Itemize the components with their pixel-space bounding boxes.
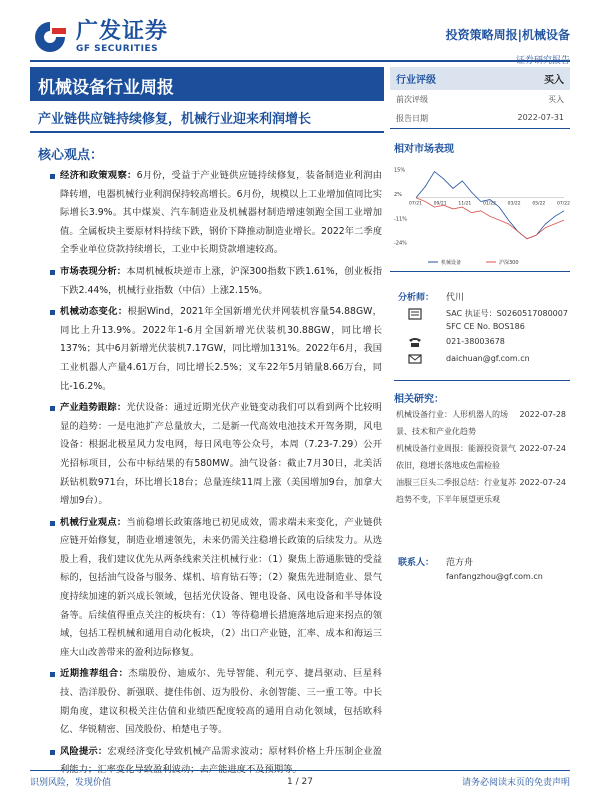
- x-tick-label: 09/21: [433, 201, 447, 207]
- bullet-icon: [50, 672, 55, 677]
- related-research-title: 相关研究：: [394, 394, 444, 405]
- paragraph-heading: 市场表现分析：: [60, 265, 127, 277]
- analyst-divider: [394, 380, 570, 381]
- report-date-value: 2022-07-31: [517, 113, 564, 122]
- x-tick-label: 07/22: [557, 201, 570, 207]
- gf-logo-icon: [30, 20, 70, 54]
- y-tick-label: -24%: [394, 240, 407, 247]
- rating-value: 买入: [544, 75, 564, 86]
- paragraph-text: 根据Wind，2021年全国新增光伏并网装机容量54.88GW，同比上升13.9%。2022年1-6月全国新增光伏装机30.88GW，同比增长137%；其中6月新增光伏装机7.17GW，同比增加131%。2022年6月，我国工业机器人产量4.61万台，同比增长2.5%；叉车22年5月销量8.66万台，同比-16.2%。: [60, 306, 382, 392]
- analyst-label: 分析师：: [398, 293, 435, 303]
- relative-performance-chart: [394, 160, 570, 270]
- logo-english-name: GF SECURITIES: [76, 44, 159, 54]
- email-icon: [408, 353, 422, 365]
- paragraph-heading: 经济和政策观察：: [60, 170, 137, 181]
- report-title: 机械设备行业周报: [30, 67, 384, 101]
- related-research-item[interactable]: [396, 440, 570, 474]
- paragraph-heading: 产业趋势跟踪：: [60, 402, 127, 414]
- related-research-date: 2022-07-24: [519, 444, 566, 453]
- analyst-phone[interactable]: 021-38003678: [446, 337, 505, 346]
- company-logo: [30, 20, 168, 54]
- report-type: 投资策略周报|机械设备: [445, 28, 570, 42]
- x-tick-label: 07/21: [409, 201, 422, 207]
- core-views-body: [60, 167, 382, 783]
- core-paragraph: [60, 167, 382, 260]
- core-paragraph: [60, 514, 382, 663]
- paragraph-heading: 机械行业观点：: [60, 516, 127, 528]
- paragraph-text: 光伏设备：通过近期光伏产业链变动我们可以看到两个比较明显的趋势：一是电池扩产总量放大，二是新一代高效电池技术开驾务期，风电设备：根据北极星风力发电网，每日风电等公众号，本周（7.23-7.29）公开光招标项目，公布中标结果的有580MW。油气设备：截止7月30日，北美活跃钻机数971台，环比增长18台；总量连续11周上涨（美国增加9台，加拿大增加9台）。: [60, 402, 382, 507]
- x-tick-label: 05/22: [532, 201, 546, 207]
- paragraph-heading: 风险提示：: [60, 745, 108, 757]
- related-research-item[interactable]: [396, 474, 570, 508]
- x-tick-label: 03/22: [507, 201, 521, 207]
- chart-divider: [390, 271, 570, 272]
- legend-label: 沪深300: [499, 260, 519, 266]
- paragraph-heading: 机械动态变化：: [60, 306, 128, 318]
- prev-rating-label: 前次评级: [396, 95, 428, 104]
- analyst-name: 代川: [446, 293, 465, 303]
- related-research-date: 2022-07-28: [519, 410, 566, 419]
- logo-chinese-name: 广发证券: [76, 19, 169, 44]
- core-paragraph: [60, 665, 382, 739]
- contact-name: 范方舟: [446, 558, 474, 568]
- bullet-icon: [50, 310, 55, 315]
- related-research-item[interactable]: [396, 406, 570, 440]
- legend-label: 机械设备: [441, 260, 462, 266]
- paragraph-text: 当前稳增长政策落地已初见成效，需求端未来变化，产业链供应链开始修复，制造业增速领先，未来仍需关注稳增长政策的后续发力。从选股上看，我们建议优先从两条线索关注机械行业：（1）聚焦上游通胀链的受益标的，包括油气设备与服务、煤机、培育钻石等；（2）聚焦先进制造业、景气度持续加速的新兴成长领域，包括光伏设备、锂电设备、风电设备和半导体设备等。后续值得重点关注的板块有：（1）等待稳增长措施落地后迎来拐点的领域，包括工程机械和通用自动化板块，（2）出口产业链，汇率、成本和海运三座大山改善带来的盈利边际修复。: [60, 516, 382, 658]
- core-paragraph: [60, 263, 382, 300]
- paragraph-text: 6月份，受益于产业链供应链持续修复，装备制造业利润由降转增，电器机械行业利润保持较高增长。6月份，规模以上工业增加值同比实际增长3.9%。其中煤炭、汽车制造业及机械器材制造增速领跑全国工业增加值。全属板块主要原材料持续下跌，钢价下降推动制造业增长。2022年二季度全季业单位贷款持续增长，工业中长期贷款增速较高。: [60, 170, 383, 256]
- prev-rating-value: 买入: [548, 95, 564, 104]
- certificate-icon: [408, 308, 422, 320]
- analyst-email[interactable]: daichuan@gf.com.cn: [446, 354, 530, 363]
- core-paragraph: [60, 303, 382, 396]
- rating-label: 行业评级: [396, 75, 436, 86]
- chart-title: 相对市场表现: [394, 144, 454, 155]
- report-subtitle: 产业链供应链持续修复，机械行业迎来利润增长: [30, 101, 384, 133]
- rating-box: [390, 67, 570, 129]
- footer-divider: [30, 770, 570, 771]
- related-research-title: 机械设备行业：人形机器人的场景、技术和产业化趋势: [396, 410, 508, 436]
- related-research-date: 2022-07-24: [519, 478, 566, 487]
- core-paragraph: [60, 399, 382, 511]
- core-views-title: 核心观点：: [38, 148, 104, 163]
- footer-disclaimer: 请务必阅读末页的免责声明: [461, 778, 570, 788]
- bullet-icon: [50, 521, 55, 526]
- footer-slogan: 识别风险，发现价值: [30, 778, 112, 788]
- analyst-sac: SAC 执证号：S0260517080007: [446, 309, 568, 318]
- analyst-sfc: SFC CE No. BOS186: [446, 322, 525, 331]
- paragraph-text: 杰瑞股份、迪威尔、先导智能、利元亨、捷昌驱动、巨星科技、浩洋股份、新强联、捷佳伟创、迈为股份、永创智能、三一重工等。中长期角度，建议积极关注估值和业绩匹配度较高的通用自动化领域，包括欧科亿、华锐精密、国茂股份、柏楚电子等。: [60, 668, 382, 736]
- contact-label: 联系人：: [398, 558, 435, 568]
- report-date-label: 报告日期: [396, 114, 428, 123]
- y-tick-label: -11%: [394, 216, 407, 223]
- paragraph-heading: 近期推荐组合：: [60, 668, 129, 680]
- page-number: 1 / 27: [287, 777, 313, 787]
- x-tick-label: 11/21: [458, 201, 472, 207]
- related-research-title: 油服三巨头二季报总结：行业复苏趋势不变，下半年展望更乐观: [396, 478, 516, 504]
- y-tick-label: 2%: [394, 192, 402, 198]
- bullet-icon: [50, 406, 55, 411]
- related-research-title: 机械设备行业周报：能源投资景气依旧，稳增长落地成色需检验: [396, 444, 516, 470]
- bullet-icon: [50, 270, 55, 275]
- x-tick-label: 01/22: [483, 201, 496, 207]
- phone-icon: [408, 336, 422, 348]
- y-tick-label: 15%: [394, 167, 406, 174]
- contact-email[interactable]: fanfangzhou@gf.com.cn: [446, 572, 543, 581]
- bullet-icon: [50, 750, 55, 755]
- paragraph-text: 宏观经济变化导致机械产品需求波动；原材料价格上升压制企业盈利能力；汇率变化导致盈利波动；去产能进度不及预期等。: [60, 745, 382, 776]
- bullet-icon: [50, 174, 55, 179]
- paragraph-text: 本周机械板块逆市上涨，沪深300指数下跌1.61%，创业板指下跌2.44%，机械行业指数（中信）上涨2.15%。: [60, 265, 382, 296]
- header-divider: [30, 60, 570, 62]
